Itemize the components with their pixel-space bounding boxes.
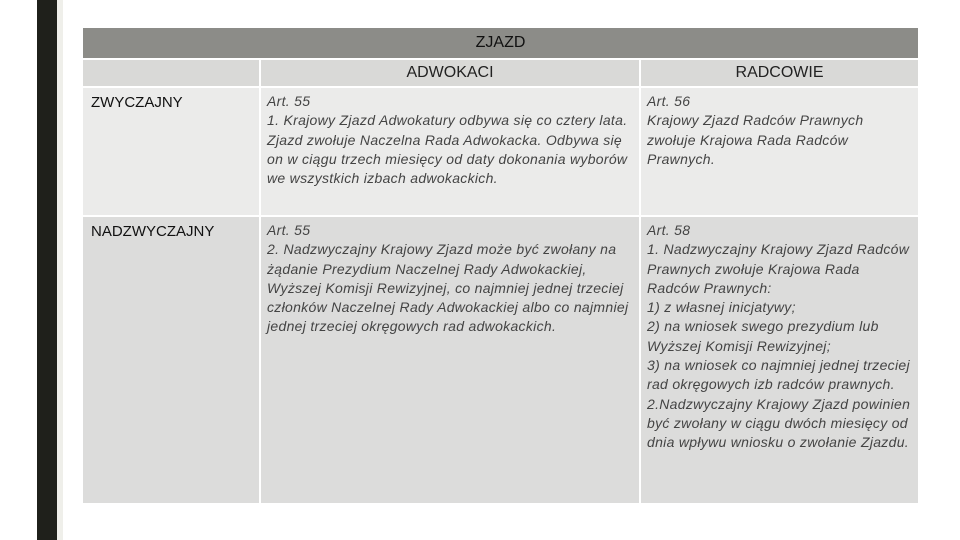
zjazd-table <box>81 26 920 505</box>
header-radcowie: RADCOWIE <box>640 59 919 87</box>
row-label-zwyczajny: ZWYCZAJNY <box>82 87 260 216</box>
header-empty-cell <box>82 59 260 87</box>
header-row <box>82 59 919 87</box>
left-accent-bar <box>37 0 57 540</box>
title-row <box>82 27 919 59</box>
row-label-nadzwyczajny: NADZWYCZAJNY <box>82 216 260 504</box>
cell-nadzwyczajny-radcowie: Art. 58 1. Nadzwyczajny Krajowy Zjazd Radców Prawnych zwołuje Krajowa Rada Radców Prawnych: 1) z własnej inicjatywy; 2) na wniosek swego prezydium lub Wyższej Komisji Rewizyjnej; 3) na wniosek co najmniej jednej trzeciej rad okręgowych izb radców prawnych. 2.Nadzwyczajny Krajowy Zjazd powinien być zwołany w ciągu dwóch miesięcy od dnia wpływu wniosku o zwołanie Zjazdu. <box>640 216 919 504</box>
table-row <box>82 216 919 504</box>
header-adwokaci: ADWOKACI <box>260 59 640 87</box>
left-accent-stripe <box>57 0 63 540</box>
cell-nadzwyczajny-adwokaci: Art. 55 2. Nadzwyczajny Krajowy Zjazd może być zwołany na żądanie Prezydium Naczelnej Rady Adwokackiej, Wyższej Komisji Rewizyjnej, co najmniej jednej trzeciej członków Naczelnej Rady Adwokackiej albo co najmniej jednej trzeciej okręgowych rad adwokackich. <box>260 216 640 504</box>
cell-zwyczajny-adwokaci: Art. 55 1. Krajowy Zjazd Adwokatury odbywa się co cztery lata. Zjazd zwołuje Naczelna Rada Adwokacka. Odbywa się on w ciągu trzech miesięcy od daty dokonania wyborów we wszystkich izbach adwokackich. <box>260 87 640 216</box>
table-title: ZJAZD <box>82 27 919 59</box>
cell-zwyczajny-radcowie: Art. 56 Krajowy Zjazd Radców Prawnych zwołuje Krajowa Rada Radców Prawnych. <box>640 87 919 216</box>
table-row <box>82 87 919 216</box>
